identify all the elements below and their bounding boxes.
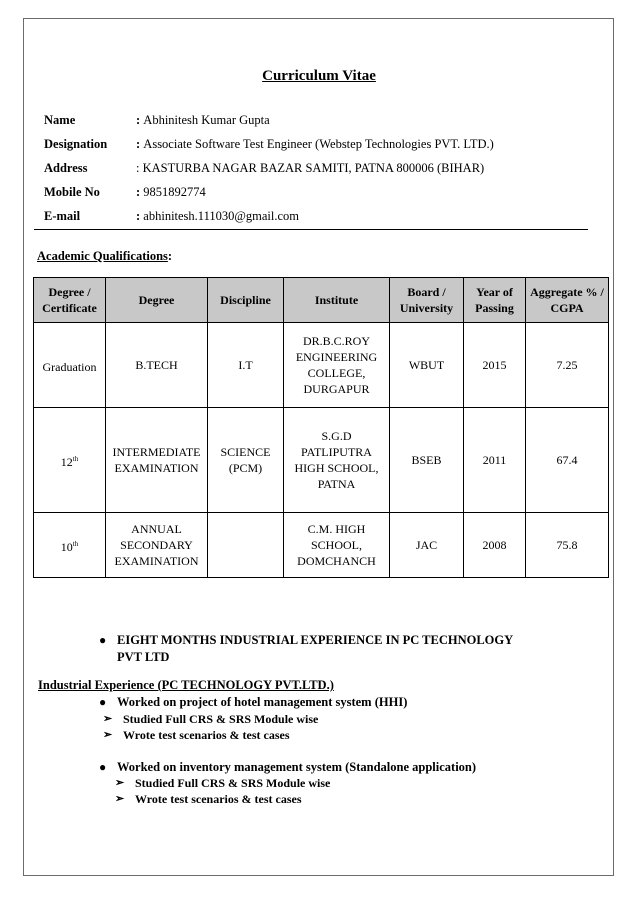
designation-row: Designation : Associate Software Test Engineer (Webstep Technologies PVT. LTD.) bbox=[44, 132, 494, 156]
cell-institute: C.M. HIGH SCHOOL, DOMCHANCH bbox=[284, 513, 390, 578]
project-1-point: ➢ Studied Full CRS & SRS Module wise bbox=[103, 712, 319, 726]
col-header-certificate: Degree / Certificate bbox=[34, 278, 106, 323]
cell-board: WBUT bbox=[390, 323, 464, 408]
col-header-board: Board / University bbox=[390, 278, 464, 323]
name-label: Name bbox=[44, 112, 76, 127]
personal-info bbox=[44, 108, 494, 228]
divider bbox=[34, 229, 588, 230]
project-2-title: ● Worked on inventory management system (Standalone application) bbox=[99, 760, 477, 774]
arrow-icon: ➢ bbox=[115, 793, 125, 805]
cell-institute: DR.B.C.ROY ENGINEERING COLLEGE, DURGAPUR bbox=[284, 323, 390, 408]
document-title: Curriculum Vitae bbox=[262, 68, 376, 84]
project-1-point: ➢ Wrote test scenarios & test cases bbox=[103, 728, 290, 742]
cell-degree: INTERMEDIATE EXAMINATION bbox=[106, 408, 208, 513]
name-value: Abhinitesh Kumar Gupta bbox=[143, 112, 270, 127]
cell-certificate: 10th bbox=[34, 513, 106, 578]
address-label: Address bbox=[44, 160, 88, 175]
industrial-experience-heading: Industrial Experience (PC TECHNOLOGY PVT.LTD.) bbox=[38, 678, 334, 692]
table-row bbox=[34, 513, 609, 578]
project-1-title: ● Worked on project of hotel management system (HHI) bbox=[99, 695, 408, 709]
project-2-point: ➢ Wrote test scenarios & test cases bbox=[115, 792, 302, 806]
academic-heading: Academic Qualifications: bbox=[37, 249, 173, 263]
email-label: E-mail bbox=[44, 208, 81, 223]
bullet-icon: ● bbox=[99, 760, 107, 774]
mobile-value: 9851892774 bbox=[143, 184, 206, 199]
arrow-icon: ➢ bbox=[103, 713, 113, 725]
qualifications-table bbox=[33, 277, 609, 578]
table-row bbox=[34, 408, 609, 513]
col-header-aggregate: Aggregate % / CGPA bbox=[526, 278, 609, 323]
address-row: Address : KASTURBA NAGAR BAZAR SAMITI, PATNA 800006 (BIHAR) bbox=[44, 156, 494, 180]
cell-institute: S.G.D PATLIPUTRA HIGH SCHOOL, PATNA bbox=[284, 408, 390, 513]
mobile-row: Mobile No : 9851892774 bbox=[44, 180, 494, 204]
cell-aggregate: 75.8 bbox=[526, 513, 609, 578]
cell-discipline: SCIENCE (PCM) bbox=[208, 408, 284, 513]
table-row bbox=[34, 323, 609, 408]
cell-certificate: Graduation bbox=[34, 323, 106, 408]
cell-board: BSEB bbox=[390, 408, 464, 513]
mobile-label: Mobile No bbox=[44, 184, 100, 199]
cell-degree: B.TECH bbox=[106, 323, 208, 408]
col-header-degree: Degree bbox=[106, 278, 208, 323]
cell-year: 2008 bbox=[464, 513, 526, 578]
bullet-icon: ● bbox=[99, 633, 107, 647]
arrow-icon: ➢ bbox=[103, 729, 113, 741]
arrow-icon: ➢ bbox=[115, 777, 125, 789]
col-header-year: Year of Passing bbox=[464, 278, 526, 323]
col-header-discipline: Discipline bbox=[208, 278, 284, 323]
cell-year: 2011 bbox=[464, 408, 526, 513]
designation-label: Designation bbox=[44, 136, 108, 151]
designation-value: Associate Software Test Engineer (Webstep Technologies PVT. LTD.) bbox=[143, 136, 494, 151]
cell-year: 2015 bbox=[464, 323, 526, 408]
email-row: E-mail : abhinitesh.111030@gmail.com bbox=[44, 204, 494, 228]
address-value: KASTURBA NAGAR BAZAR SAMITI, PATNA 800006 (BIHAR) bbox=[142, 160, 485, 175]
cell-certificate: 12th bbox=[34, 408, 106, 513]
project-2-point: ➢ Studied Full CRS & SRS Module wise bbox=[115, 776, 331, 790]
col-header-institute: Institute bbox=[284, 278, 390, 323]
cell-discipline: I.T bbox=[208, 323, 284, 408]
cell-board: JAC bbox=[390, 513, 464, 578]
bullet-icon: ● bbox=[99, 695, 107, 709]
cell-degree: ANNUAL SECONDARY EXAMINATION bbox=[106, 513, 208, 578]
cell-aggregate: 67.4 bbox=[526, 408, 609, 513]
cell-discipline bbox=[208, 513, 284, 578]
name-row: Name : Abhinitesh Kumar Gupta bbox=[44, 108, 494, 132]
table-header-row bbox=[34, 278, 609, 323]
email-value: abhinitesh.111030@gmail.com bbox=[143, 208, 299, 223]
cell-aggregate: 7.25 bbox=[526, 323, 609, 408]
experience-highlight: ● EIGHT MONTHS INDUSTRIAL EXPERIENCE IN PC TECHNOLOGY PVT LTD bbox=[99, 633, 514, 664]
